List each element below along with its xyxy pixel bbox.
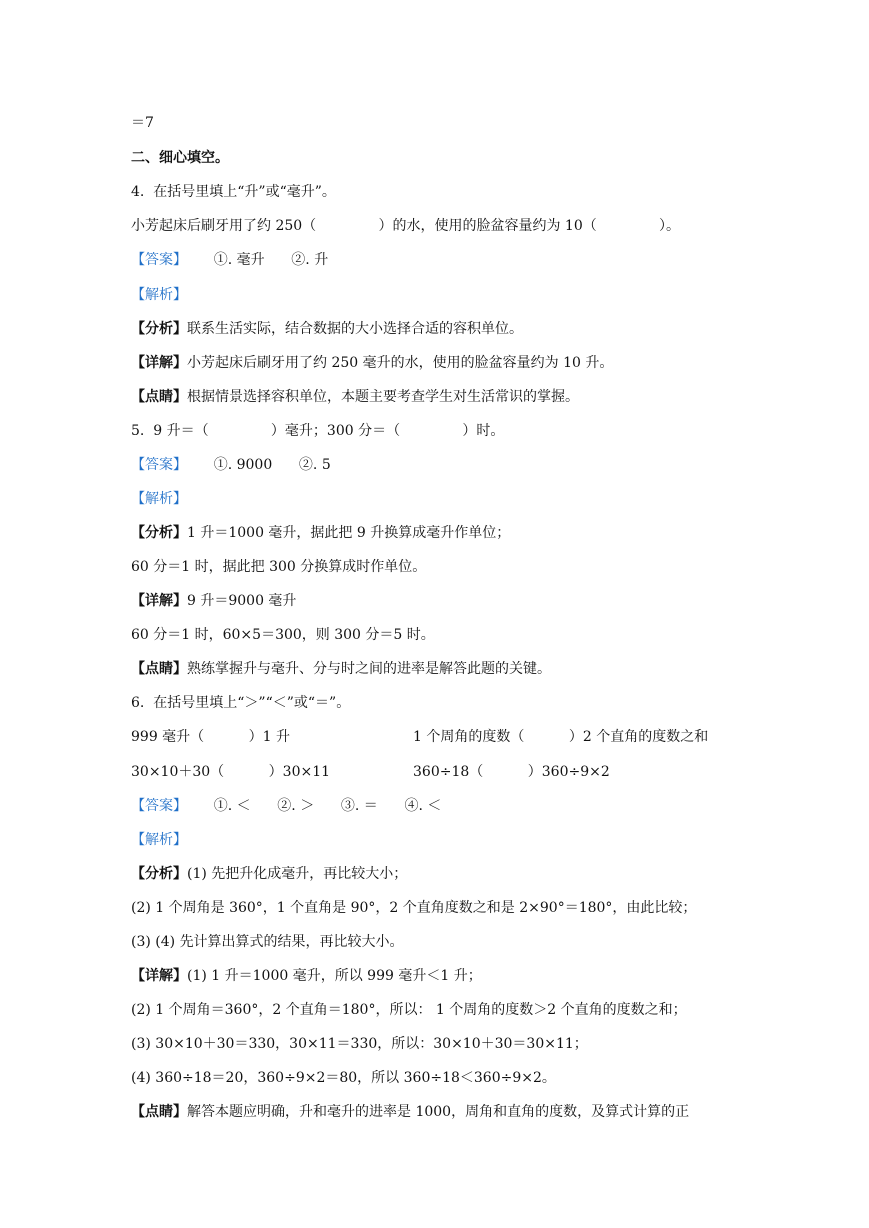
question-6-xiangjie-4: (4) 360÷18＝20，360÷9×2＝80，所以 360÷18＜360÷9×2。 [131, 1070, 556, 1086]
answer-tag: 【答案】 [131, 457, 187, 473]
dianjing-tag: 【点睛】 [131, 1104, 187, 1120]
question-4-xiangjie [131, 354, 613, 372]
analysis-tag: 【解析】 [131, 491, 187, 507]
xiangjie-text: 9 升＝9000 毫升 [187, 593, 297, 609]
question-6-row2-left: 30×10＋30（ ）30×11 [131, 764, 331, 780]
equation-fragment: ＝7 [131, 115, 154, 131]
answer-tag: 【答案】 [131, 798, 187, 814]
xiangjie-text: 小芳起床后刷牙用了约 250 毫升的水，使用的脸盆容量约为 10 升。 [187, 355, 614, 371]
fenxi-text: (1) 先把升化成毫升，再比较大小； [187, 866, 408, 882]
fenxi-text: 联系生活实际，结合数据的大小选择合适的容积单位。 [187, 321, 523, 337]
question-6-xiangjie [131, 967, 482, 985]
question-6-fenxi-3: (3) (4) 先计算出算式的结果，再比较大小。 [131, 934, 404, 950]
question-6-xiangjie-3: (3) 30×10＋30＝330，30×11＝330，所以：30×10＋30＝30×11； [131, 1036, 588, 1052]
xiangjie-tag: 【详解】 [131, 355, 187, 371]
question-5-fenxi [131, 524, 510, 542]
question-6-row1-left: 999 毫升（ ）1 升 [131, 729, 291, 745]
answer-tag: 【答案】 [131, 252, 187, 268]
question-6-row1-right: 1 个周角的度数（ ）2 个直角的度数之和 [413, 729, 709, 745]
analysis-tag: 【解析】 [131, 287, 187, 303]
dianjing-text: 熟练掌握升与毫升、分与时之间的进率是解答此题的关键。 [187, 661, 551, 677]
question-5-xiangjie-2: 60 分＝1 时，60×5＝300，则 300 分＝5 时。 [131, 627, 435, 643]
question-4-fenxi [131, 320, 523, 338]
dianjing-text: 根据情景选择容积单位，本题主要考查学生对生活常识的掌握。 [187, 389, 579, 405]
answer-text: ①. ＜ ②. ＞ ③. ＝ ④. ＜ [187, 798, 442, 814]
question-4: 4. 在括号里填上“升”或“毫升”。 [131, 184, 336, 200]
question-6-row2-right: 360÷18（ ）360÷9×2 [413, 764, 610, 780]
fenxi-tag: 【分析】 [131, 525, 187, 541]
answer-text: ①. 毫升 ②. 升 [187, 252, 329, 268]
question-5-fenxi-2: 60 分＝1 时，据此把 300 分换算成时作单位。 [131, 559, 427, 575]
question-6-fenxi [131, 865, 407, 883]
question-5-answer [131, 456, 331, 474]
question-5-dianjing [131, 660, 551, 678]
fenxi-tag: 【分析】 [131, 866, 187, 882]
xiangjie-text: (1) 1 升＝1000 毫升，所以 999 毫升＜1 升； [187, 968, 482, 984]
fenxi-tag: 【分析】 [131, 321, 187, 337]
question-5-xiangjie [131, 592, 296, 610]
question-6-answer [131, 797, 441, 815]
section-heading: 二、细心填空。 [131, 150, 229, 166]
answer-text: ①. 9000 ②. 5 [187, 457, 331, 473]
question-6: 6. 在括号里填上“＞”“＜”或“＝”。 [131, 695, 351, 711]
question-6-dianjing [131, 1103, 689, 1121]
question-6-fenxi-2: (2) 1 个周角是 360°，1 个直角是 90°，2 个直角度数之和是 2×90°＝180°，由此比较； [131, 900, 697, 916]
dianjing-tag: 【点睛】 [131, 661, 187, 677]
fenxi-text: 1 升＝1000 毫升，据此把 9 升换算成毫升作单位； [187, 525, 511, 541]
question-4-text: 小芳起床后刷牙用了约 250（ ）的水，使用的脸盆容量约为 10（ ）。 [131, 218, 681, 234]
dianjing-tag: 【点睛】 [131, 389, 187, 405]
question-4-answer [131, 251, 328, 269]
question-6-xiangjie-2: (2) 1 个周角＝360°，2 个直角＝180°，所以： 1 个周角的度数＞2 个直角的度数之和； [131, 1002, 687, 1018]
question-5: 5. 9 升＝（ ）毫升；300 分＝（ ）时。 [131, 423, 505, 439]
analysis-tag: 【解析】 [131, 832, 187, 848]
xiangjie-tag: 【详解】 [131, 593, 187, 609]
question-4-dianjing [131, 388, 579, 406]
xiangjie-tag: 【详解】 [131, 968, 187, 984]
dianjing-text: 解答本题应明确，升和毫升的进率是 1000，周角和直角的度数，及算式计算的正 [187, 1104, 690, 1120]
